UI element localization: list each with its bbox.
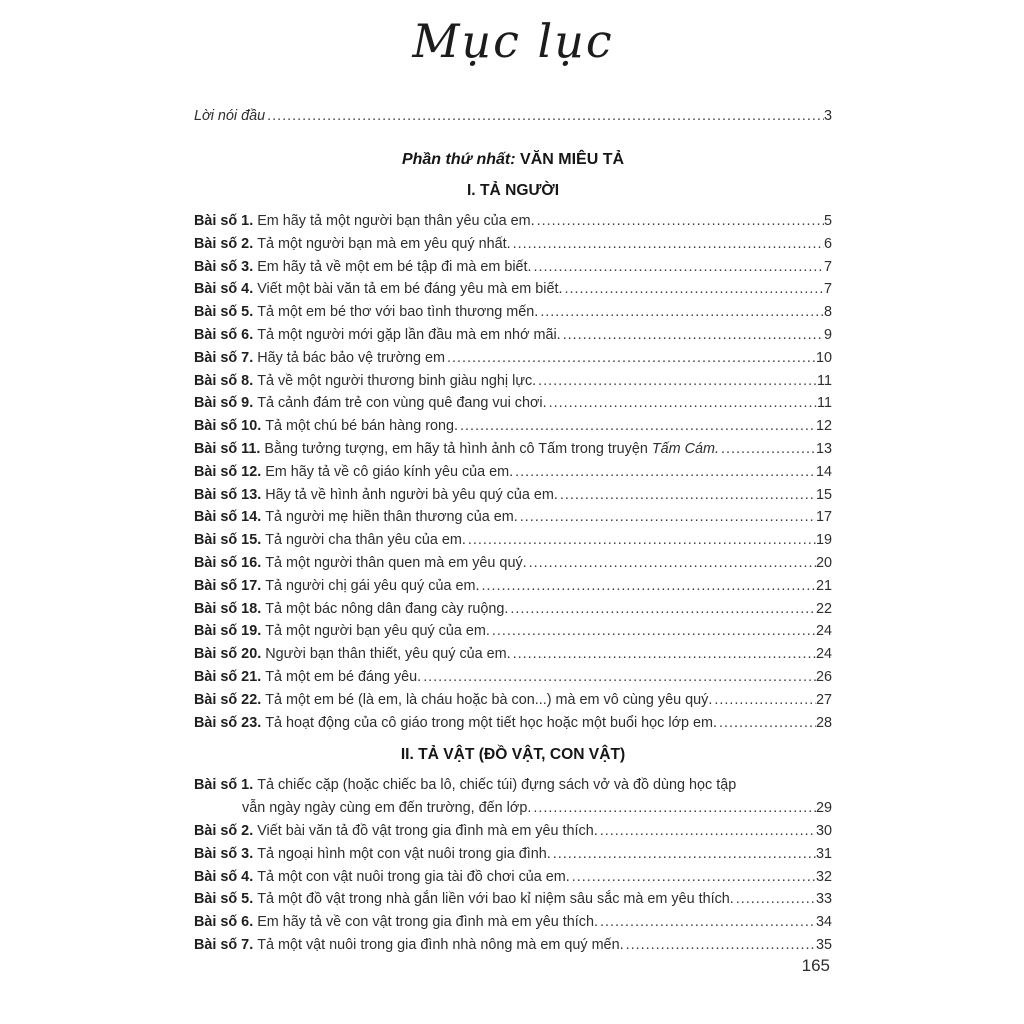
dot-leader <box>600 820 816 843</box>
dot-leader <box>447 347 816 370</box>
toc-entry-text: Bài số 9. Tả cảnh đám trẻ con vùng quê đang vui chơi. <box>194 395 547 412</box>
toc-entry <box>194 370 832 393</box>
toc-entry-page-number: 35 <box>815 936 832 953</box>
toc-entry-number: Bài số 9. <box>194 395 258 412</box>
dot-leader <box>513 643 816 666</box>
toc-entry-text: Bài số 10. Tả một chú bé bán hàng rong. <box>194 418 458 435</box>
toc-entry-text: Bài số 20. Người bạn thân thiết, yêu quý của em. <box>194 646 511 663</box>
toc-entry <box>194 506 832 529</box>
toc-entry-number: Bài số 21. <box>194 668 266 685</box>
toc-content <box>194 0 832 957</box>
toc-entry <box>194 210 832 233</box>
dot-leader <box>515 461 816 484</box>
toc-entry-number: Bài số 23. <box>194 714 266 731</box>
toc-entry-number: Bài số 10. <box>194 418 266 435</box>
toc-entry-text: Bài số 3. Tả ngoại hình một con vật nuôi trong gia đình. <box>194 845 551 862</box>
toc-entry <box>194 256 832 279</box>
toc-entry-text: Bài số 7. Hãy tả bác bảo vệ trường em <box>194 349 446 366</box>
toc-entry-text: Bài số 4. Viết một bài văn tả em bé đáng yêu mà em biết. <box>194 281 563 298</box>
toc-entry <box>194 529 832 552</box>
toc-entry-page-number: 24 <box>815 623 832 640</box>
toc-entry-text: Bài số 15. Tả người cha thân yêu của em. <box>194 532 466 549</box>
dot-leader <box>600 911 816 934</box>
dot-leader <box>513 233 824 256</box>
toc-entry <box>194 689 832 712</box>
toc-entry-number: Bài số 15. <box>194 532 266 549</box>
toc-entry-text: Bài số 19. Tả một người bạn yêu quý của em. <box>194 623 490 640</box>
toc-entry-page-number: 17 <box>815 509 832 526</box>
toc-entry <box>194 552 832 575</box>
section-heading-2: II. TẢ VẬT (ĐỒ VẬT, CON VẬT) <box>400 746 626 764</box>
toc-entry-number: Bài số 18. <box>194 600 266 617</box>
toc-entry-text: Bài số 1. Em hãy tả một người bạn thân yêu của em. <box>194 212 535 229</box>
dot-leader <box>534 256 824 279</box>
toc-entry-page-number: 13 <box>815 440 832 457</box>
toc-entry-text: Bài số 14. Tả người mẹ hiền thân thương của em. <box>194 509 518 526</box>
toc-entry-page-number: 29 <box>815 800 832 817</box>
toc-entry <box>194 666 832 689</box>
toc-entry-page-number: 14 <box>815 463 832 480</box>
dot-leader <box>560 484 816 507</box>
toc-entry <box>194 392 832 415</box>
toc-entry-text: Bài số 6. Em hãy tả về con vật trong gia đình mà em yêu thích. <box>194 914 598 931</box>
toc-entry-text: Bài số 18. Tả một bác nông dân đang cày ruộng. <box>194 600 509 617</box>
toc-entry-number: Bài số 1. <box>194 777 258 794</box>
toc-entry-number: Bài số 5. <box>194 891 258 908</box>
toc-entry-number: Bài số 16. <box>194 554 266 571</box>
toc-entry-text: Bài số 3. Em hãy tả về một em bé tập đi mà em biết. <box>194 258 532 275</box>
part-heading <box>194 150 832 170</box>
toc-entry <box>194 461 832 484</box>
toc-entry-number: Bài số 13. <box>194 486 266 503</box>
toc-entry-page-number: 8 <box>823 304 832 321</box>
toc-entry-page-number: 32 <box>815 868 832 885</box>
toc-entry <box>194 934 832 957</box>
part-heading-title: VĂN MIÊU TẢ <box>520 150 625 168</box>
toc-entry-text: Bài số 23. Tả hoạt động của cô giáo trong một tiết học hoặc một buổi học lớp em. <box>194 714 718 731</box>
dot-leader <box>563 324 824 347</box>
toc-entry-page-number: 30 <box>815 822 832 839</box>
toc-entry-text: Bài số 13. Hãy tả về hình ảnh người bà yêu quý của em. <box>194 486 558 503</box>
toc-entry-page-number: 22 <box>815 600 832 617</box>
toc-entry-number: Bài số 7. <box>194 936 258 953</box>
dot-leader <box>423 666 816 689</box>
toc-entry <box>194 774 832 797</box>
section-heading-1: I. TẢ NGƯỜI <box>466 181 560 199</box>
toc-entry-page-number: 19 <box>815 532 832 549</box>
toc-entry-page-number: 34 <box>815 914 832 931</box>
toc-entry-text: Bài số 16. Tả một người thân quen mà em yêu quý. <box>194 554 527 571</box>
toc-entry-text: Bài số 12. Em hãy tả về cô giáo kính yêu của em. <box>194 463 514 480</box>
dot-leader <box>549 392 817 415</box>
frontmatter-row <box>194 105 832 128</box>
toc-entry-page-number: 31 <box>815 845 832 862</box>
toc-entry-page-number: 26 <box>815 668 832 685</box>
toc-sections <box>194 181 832 957</box>
toc-entry-text: Bài số 4. Tả một con vật nuôi trong gia tài đồ chơi của em. <box>194 868 570 885</box>
toc-entry <box>194 643 832 666</box>
toc-entry-number: Bài số 6. <box>194 326 258 343</box>
toc-entry-text: Bài số 11. Bằng tưởng tượng, em hãy tả hình ảnh cô Tấm trong truyện Tấm Cám. <box>194 440 720 457</box>
toc-entry <box>194 820 832 843</box>
toc-entry-text: Bài số 5. Tả một đồ vật trong nhà gắn liền với bao kỉ niệm sâu sắc mà em yêu thích. <box>194 891 734 908</box>
dot-leader <box>520 506 816 529</box>
toc-entry <box>194 598 832 621</box>
toc-entry-italic: Tấm Cám. <box>651 440 720 457</box>
frontmatter-page-number: 3 <box>823 108 832 125</box>
dot-leader <box>553 843 816 866</box>
dot-leader <box>538 370 817 393</box>
toc-entry-page-number: 12 <box>815 418 832 435</box>
frontmatter-label: Lời nói đầu <box>194 108 266 125</box>
toc-entry-page-number: 5 <box>823 212 832 229</box>
toc-entry-number: Bài số 14. <box>194 509 266 526</box>
toc-entry-number: Bài số 12. <box>194 463 266 480</box>
toc-entry-number: Bài số 6. <box>194 914 258 931</box>
toc-entry-text: Bài số 2. Viết bài văn tả đồ vật trong gia đình mà em yêu thích. <box>194 822 598 839</box>
toc-entry <box>194 415 832 438</box>
toc-entry-text: Bài số 7. Tả một vật nuôi trong gia đình nhà nông mà em quý mến. <box>194 936 624 953</box>
dot-leader <box>468 529 816 552</box>
toc-entry-page-number: 21 <box>815 577 832 594</box>
page-title: Mục lục <box>412 14 614 68</box>
toc-entry-page-number: 7 <box>823 258 832 275</box>
dot-leader <box>721 438 816 461</box>
toc-entry <box>194 888 832 911</box>
toc-entry <box>194 278 832 301</box>
part-heading-label: Phần thứ nhất: <box>401 150 516 168</box>
toc-entry <box>194 843 832 866</box>
toc-entry-page-number: 28 <box>815 714 832 731</box>
toc-entry-number: Bài số 2. <box>194 822 258 839</box>
toc-entry-number: Bài số 1. <box>194 212 258 229</box>
toc-entry-text: Bài số 5. Tả một em bé thơ với bao tình thương mến. <box>194 304 539 321</box>
dot-leader <box>510 598 816 621</box>
page-number: 165 <box>801 956 830 975</box>
toc-entry-page-number: 11 <box>817 372 832 389</box>
dot-leader <box>736 888 816 911</box>
toc-entry-text: Bài số 2. Tả một người bạn mà em yêu quý nhất. <box>194 235 511 252</box>
toc-entry <box>194 575 832 598</box>
dot-leader <box>460 415 816 438</box>
toc-entry-number: Bài số 4. <box>194 868 258 885</box>
dot-leader <box>529 552 816 575</box>
dot-leader <box>540 301 824 324</box>
toc-entry-text: Bài số 22. Tả một em bé (là em, là cháu hoặc bà con...) mà em vô cùng yêu quý. <box>194 691 713 708</box>
toc-entry-page-number: 20 <box>815 554 832 571</box>
dot-leader <box>533 797 816 820</box>
toc-entry-page-number: 10 <box>815 349 832 366</box>
toc-entry <box>194 484 832 507</box>
toc-entry-page-number: 24 <box>815 646 832 663</box>
dot-leader <box>481 575 816 598</box>
toc-entry-text: Bài số 6. Tả một người mới gặp lần đầu mà em nhớ mãi. <box>194 326 561 343</box>
toc-entry-number: Bài số 8. <box>194 372 258 389</box>
dot-leader <box>537 210 824 233</box>
toc-entry-number: Bài số 17. <box>194 577 266 594</box>
dot-leader <box>714 689 816 712</box>
dot-leader <box>565 278 824 301</box>
toc-entry-number: Bài số 5. <box>194 304 258 321</box>
toc-entry-text: vẫn ngày ngày cùng em đến trường, đến lớp. <box>242 800 532 817</box>
toc-entry-page-number: 11 <box>817 395 832 412</box>
dot-leader <box>267 105 824 128</box>
toc-entry-page-number: 33 <box>815 891 832 908</box>
toc-entry-number: Bài số 3. <box>194 258 258 275</box>
toc-entry-page-number: 27 <box>815 691 832 708</box>
toc-entry <box>194 233 832 256</box>
toc-entry-number: Bài số 4. <box>194 281 258 298</box>
toc-entry-number: Bài số 2. <box>194 235 258 252</box>
toc-entry-text: Bài số 1. Tả chiếc cặp (hoặc chiếc ba lô, chiếc túi) đựng sách vở và đồ dùng học tập <box>194 777 737 794</box>
toc-entry-continuation <box>194 797 832 820</box>
toc-entry <box>194 911 832 934</box>
toc-entry-number: Bài số 11. <box>194 440 265 457</box>
toc-entry <box>194 712 832 735</box>
dot-leader <box>492 620 816 643</box>
toc-entry-text: Bài số 21. Tả một em bé đáng yêu. <box>194 668 422 685</box>
toc-entry-number: Bài số 3. <box>194 845 258 862</box>
toc-entry-number: Bài số 7. <box>194 349 258 366</box>
toc-entry <box>194 438 832 461</box>
toc-entry <box>194 620 832 643</box>
toc-entry-page-number: 7 <box>823 281 832 298</box>
toc-entry-number: Bài số 22. <box>194 691 266 708</box>
toc-entry <box>194 866 832 889</box>
toc-entry-page-number: 6 <box>823 235 832 252</box>
dot-leader <box>719 712 816 735</box>
toc-entry-text: Bài số 17. Tả người chị gái yêu quý của em. <box>194 577 480 594</box>
dot-leader <box>626 934 816 957</box>
toc-entry-page-number: 15 <box>815 486 832 503</box>
dot-leader <box>572 866 816 889</box>
toc-entry <box>194 301 832 324</box>
toc-entry-number: Bài số 19. <box>194 623 266 640</box>
toc-entry-text: Bài số 8. Tả về một người thương binh giàu nghị lực. <box>194 372 537 389</box>
toc-entry <box>194 347 832 370</box>
toc-entry <box>194 324 832 347</box>
toc-entry-number: Bài số 20. <box>194 646 266 663</box>
toc-entry-page-number: 9 <box>823 326 832 343</box>
